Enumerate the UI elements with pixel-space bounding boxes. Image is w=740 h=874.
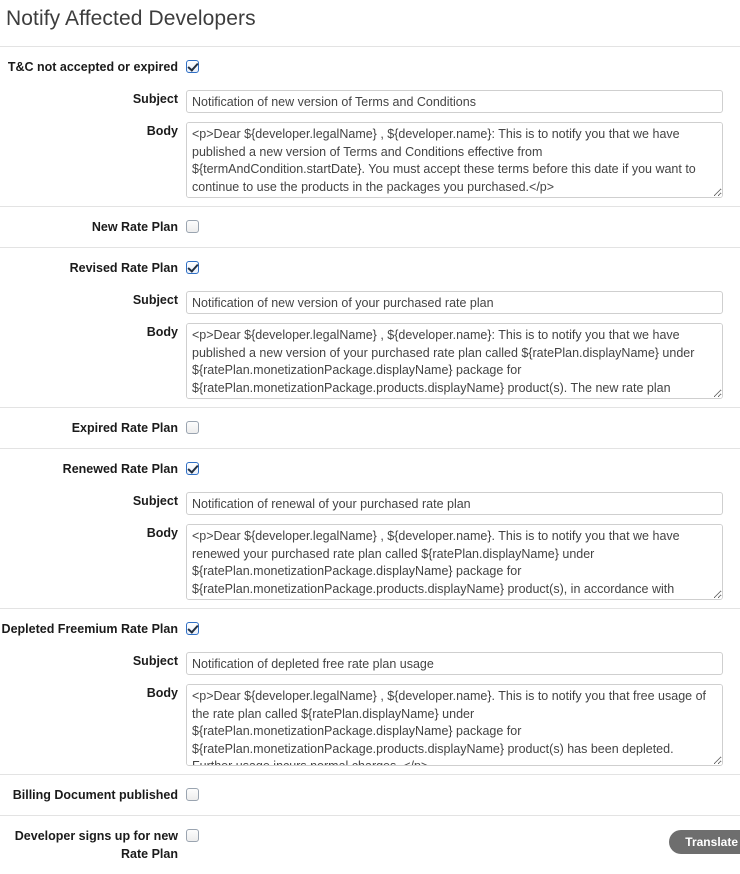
label-body-revised: Body	[146, 325, 178, 339]
section-expired-rate-plan	[0, 407, 740, 448]
checkbox-billing-document-published[interactable]	[186, 788, 199, 801]
row-developer-signs-up-for-new-rate-plan	[0, 816, 740, 874]
row-body-renewed	[0, 521, 740, 603]
body-cell-renewed	[186, 524, 740, 600]
checkbox-expired-rate-plan[interactable]	[186, 421, 199, 434]
checkbox-cell-billing-document-published	[186, 786, 740, 804]
label-revised-rate-plan: Revised Rate Plan	[69, 261, 178, 275]
body-cell-depleted	[186, 684, 740, 766]
label-body-depleted: Body	[146, 686, 178, 700]
label-subject-tc: Subject	[132, 92, 178, 106]
label-expired-rate-plan: Expired Rate Plan	[71, 421, 178, 435]
section-developer-signs-up-for-new-rate-plan	[0, 815, 740, 874]
row-tc-not-accepted-or-expired	[0, 47, 740, 87]
row-renewed-rate-plan	[0, 449, 740, 489]
checkbox-cell-revised-rate-plan	[186, 259, 740, 277]
checkbox-cell-new-rate-plan	[186, 218, 740, 236]
body-textarea-tc[interactable]	[186, 122, 723, 198]
label-developer-signs-up-for-new-rate-plan: Developer signs up for new Rate Plan	[14, 829, 178, 861]
checkbox-developer-signs-up-for-new-rate-plan[interactable]	[186, 829, 199, 842]
notification-settings-form	[0, 46, 740, 874]
row-body-tc	[0, 119, 740, 201]
body-cell-revised	[186, 323, 740, 399]
subject-input-depleted[interactable]	[186, 652, 723, 675]
subject-cell-renewed	[186, 492, 740, 515]
checkbox-cell-developer-signs-up-for-new-rate-plan	[186, 827, 740, 845]
section-revised-rate-plan	[0, 247, 740, 407]
row-billing-document-published	[0, 775, 740, 815]
label-tc-not-accepted-or-expired: T&C not accepted or expired	[7, 60, 178, 74]
subject-cell-depleted	[186, 652, 740, 675]
checkbox-cell-renewed-rate-plan	[186, 460, 740, 478]
label-depleted-freemium-rate-plan: Depleted Freemium Rate Plan	[1, 622, 178, 636]
row-expired-rate-plan	[0, 408, 740, 448]
checkbox-cell-expired-rate-plan	[186, 419, 740, 437]
label-subject-depleted: Subject	[132, 654, 178, 668]
checkbox-renewed-rate-plan[interactable]	[186, 462, 199, 475]
row-subject-depleted	[0, 649, 740, 678]
section-new-rate-plan	[0, 206, 740, 247]
subject-cell-revised	[186, 291, 740, 314]
subject-input-renewed[interactable]	[186, 492, 723, 515]
section-billing-document-published	[0, 774, 740, 815]
checkbox-revised-rate-plan[interactable]	[186, 261, 199, 274]
checkbox-tc-not-accepted-or-expired[interactable]	[186, 60, 199, 73]
section-depleted-freemium-rate-plan	[0, 608, 740, 774]
checkbox-new-rate-plan[interactable]	[186, 220, 199, 233]
body-textarea-revised[interactable]	[186, 323, 723, 399]
translate-button[interactable]: Translate	[669, 830, 740, 854]
row-new-rate-plan	[0, 207, 740, 247]
checkbox-depleted-freemium-rate-plan[interactable]	[186, 622, 199, 635]
checkbox-cell-tc-not-accepted-or-expired	[186, 58, 740, 76]
label-new-rate-plan: New Rate Plan	[91, 220, 178, 234]
body-cell-tc	[186, 122, 740, 198]
row-body-depleted	[0, 681, 740, 769]
row-body-revised	[0, 320, 740, 402]
body-textarea-depleted[interactable]	[186, 684, 723, 766]
checkbox-cell-depleted-freemium-rate-plan	[186, 620, 740, 638]
subject-cell-tc	[186, 90, 740, 113]
page-title: Notify Affected Developers	[6, 7, 256, 30]
row-subject-tc	[0, 87, 740, 116]
body-textarea-renewed[interactable]	[186, 524, 723, 600]
subject-input-revised[interactable]	[186, 291, 723, 314]
row-revised-rate-plan	[0, 248, 740, 288]
row-subject-renewed	[0, 489, 740, 518]
label-body-tc: Body	[146, 124, 178, 138]
subject-input-tc[interactable]	[186, 90, 723, 113]
row-depleted-freemium-rate-plan	[0, 609, 740, 649]
row-subject-revised	[0, 288, 740, 317]
label-subject-renewed: Subject	[132, 494, 178, 508]
label-billing-document-published: Billing Document published	[12, 788, 178, 802]
label-body-renewed: Body	[146, 526, 178, 540]
label-renewed-rate-plan: Renewed Rate Plan	[62, 462, 178, 476]
label-subject-revised: Subject	[132, 293, 178, 307]
section-renewed-rate-plan	[0, 448, 740, 608]
section-tc-not-accepted-or-expired	[0, 46, 740, 206]
